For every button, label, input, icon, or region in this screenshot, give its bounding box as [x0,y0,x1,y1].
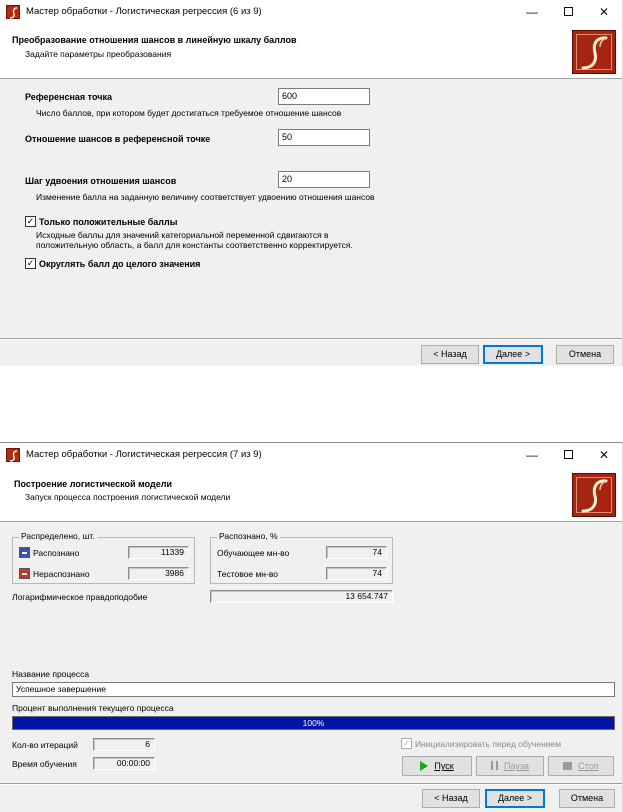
next-button[interactable]: Далее > [485,789,545,808]
round-score-label: Округлять балл до целого значения [39,259,201,269]
process-name-field: Успешное завершение [12,682,615,697]
back-button[interactable]: < Назад [422,789,480,808]
pause-button[interactable] [476,756,544,776]
window-title: Мастер обработки - Логистическая регрессия (7 из 9) [26,449,262,460]
pause-label: Пауза [503,761,529,771]
stop-button[interactable] [548,756,614,776]
positive-only-checkbox[interactable]: ✓ [26,216,35,226]
play-icon [420,761,428,771]
footer-divider [0,338,622,340]
header-title: Преобразование отношения шансов в линейную шкалу баллов [12,35,297,45]
maximize-icon[interactable] [550,443,586,467]
minimize-icon[interactable]: — [526,5,538,19]
progress-label: Процент выполнения текущего процесса [12,703,174,713]
cancel-button[interactable]: Отмена [556,345,614,364]
training-time-value: 00:00:00 [93,757,155,770]
log-likelihood-label: Логарифмическое правдоподобие [12,592,148,602]
odds-ratio-input[interactable]: 50 [278,129,370,146]
reference-point-description: Число баллов, при котором будет достигаться требуемое отношение шансов [36,108,342,118]
log-likelihood-value: 13 654.747 [210,590,393,603]
train-set-value: 74 [326,546,387,559]
maximize-icon[interactable] [550,0,586,24]
iterations-label: Кол-во итераций [12,740,78,750]
pause-icon [491,761,498,770]
doubling-step-description: Изменение балла на заданную величину соответствует удвоению отношения шансов [36,192,375,202]
training-time-label: Время обучения [12,759,77,769]
footer-divider [0,783,622,785]
deductor-logo-icon [572,30,616,74]
deductor-logo-icon [572,473,616,517]
process-name-label: Название процесса [12,669,90,679]
next-button[interactable]: Далее > [483,345,543,364]
start-button[interactable] [402,756,472,776]
unrecognized-value: 3986 [128,567,189,580]
stop-icon [563,762,572,770]
recognized-percent-group-title: Распознано, % [219,531,278,541]
init-before-training-checkbox[interactable]: ✓ [401,738,412,749]
unrecognized-label: Нераспознано [33,569,90,579]
start-label: Пуск [434,761,454,771]
recognized-label: Распознано [33,548,80,558]
header-title: Построение логистической модели [14,479,172,489]
cancel-button[interactable]: Отмена [559,789,615,808]
app-logo-icon [6,5,20,19]
minimize-icon[interactable]: — [526,448,538,462]
progress-bar: 100% [12,716,615,730]
wizard-window-step7 [0,442,623,812]
doubling-step-input[interactable]: 20 [278,171,370,188]
reference-point-input[interactable]: 600 [278,88,370,105]
app-logo-icon [6,448,20,462]
title-bar[interactable] [0,0,622,24]
unrecognized-swatch-icon [19,568,30,579]
reference-point-label: Референсная точка [25,92,112,102]
back-button[interactable]: < Назад [421,345,479,364]
test-set-value: 74 [326,567,387,580]
title-bar[interactable] [0,443,622,467]
positive-only-label: Только положительные баллы [39,217,178,227]
recognized-swatch-icon [19,547,30,558]
positive-only-description-1: Исходные баллы для значений категориальной переменной сдвигаются в [36,230,329,240]
wizard-header [0,24,622,79]
train-set-label: Обучающее мн-во [217,548,290,558]
recognized-value: 11339 [128,546,189,559]
wizard-window-step6 [0,0,623,366]
wizard-header [0,467,622,522]
iterations-value: 6 [93,738,155,751]
window-title: Мастер обработки - Логистическая регрессия (6 из 9) [26,6,262,17]
doubling-step-label: Шаг удвоения отношения шансов [25,176,177,186]
stop-label: Стоп [578,761,599,771]
odds-ratio-label: Отношение шансов в референсной точке [25,134,211,144]
close-icon[interactable]: ✕ [598,448,610,462]
close-icon[interactable]: ✕ [598,5,610,19]
positive-only-description-2: положительную область, а балл для константы соответственно корректируется. [36,240,353,250]
header-subtitle: Задайте параметры преобразования [25,49,172,59]
distributed-group-title: Распределено, шт. [21,531,95,541]
init-before-training-label: Инициализировать перед обучением [415,739,562,749]
round-score-checkbox[interactable]: ✓ [26,258,35,268]
header-subtitle: Запуск процесса построения логистической модели [25,492,231,502]
test-set-label: Тестовое мн-во [217,569,278,579]
